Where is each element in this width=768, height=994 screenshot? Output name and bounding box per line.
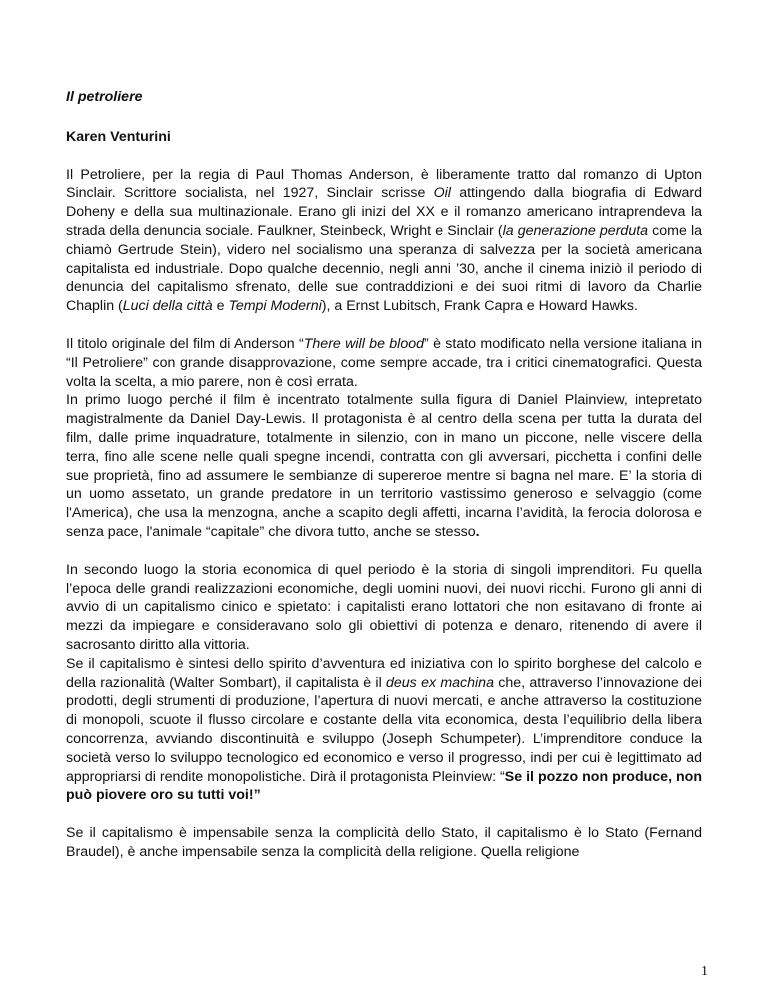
article-body xyxy=(66,88,702,862)
text-run: Se il capitalismo è sintesi dello spirito d’avventura ed iniziativa con lo spirito borghese del calcolo e della razionalità (Walter Sombart), il capitalista è il xyxy=(66,655,702,691)
bold-run: . xyxy=(475,523,480,540)
paragraph xyxy=(66,655,702,805)
paragraph xyxy=(66,824,702,862)
italic-run: Luci della città xyxy=(122,298,213,315)
paragraph xyxy=(66,166,702,316)
bold-run: Se il pozzo non produce, non può piovere oro su tutti voi!” xyxy=(66,768,702,804)
text-run: come la chiamò Gertrude Stein), videro nel socialismo una speranza di salvezza per la società americana capitalista ed industriale. Dopo qualche decennio, negli anni ’30, anche il cinema iniziò il periodo di denuncia del capitalismo sfrenato, delle sue contraddizioni e dei suoi ritmi di lavoro da Charlie Chaplin ( xyxy=(66,222,703,315)
text-run: Il titolo originale del film di Anderson “ xyxy=(66,335,304,352)
text-run: attingendo dalla biografia di Edward Doheny e della sua multinazionale. Erano gli inizi del XX e il romanzo americano intraprendeva la strada della denuncia sociale. Faulkner, Steinbeck, Wright e Sinclair ( xyxy=(66,185,702,239)
text-run: In secondo luogo la storia economica di quel periodo è la storia di singoli imprenditori. Fu quella l’epoca delle grandi realizzazioni economiche, degli uomini nuovi, dei nuovi ricchi. Furono gli anni di avvio di un capitalismo cinico e spietato: i capitalisti erano lottatori che non esitavano di fronte ai mezzi da impiegare e consideravano solo gli obiettivi di potenza e denaro, ritenendo di avere il sacrosanto diritto alla vittoria. xyxy=(66,561,702,653)
text-run: ” è stato modificato nella versione italiana in “Il Petroliere” con grande disapprovazione, come sempre accade, tra i critici cinematografici. Questa volta la scelta, a mio parere, non è così errata. xyxy=(66,335,702,390)
paragraph xyxy=(66,391,702,541)
italic-run: deus ex machina xyxy=(386,674,494,691)
text-run: Se il capitalismo è impensabile senza la complicità dello Stato, il capitalismo è lo Stato (Fernand Braudel), è anche impensabile senza la complicità della religione. Quella religione xyxy=(66,825,702,860)
paragraph xyxy=(66,335,702,391)
article-author: Karen Venturini xyxy=(66,128,171,145)
italic-run: There will be blood xyxy=(303,335,425,352)
page-number: 1 xyxy=(701,964,708,979)
italic-run: Oil xyxy=(433,185,451,202)
paragraph xyxy=(66,561,702,655)
article-title: Il petroliere xyxy=(66,89,143,105)
text-run: ), a Ernst Lubitsch, Frank Capra e Howard Hawks. xyxy=(321,298,638,315)
italic-run: la generazione perduta xyxy=(502,222,649,239)
italic-run: Tempi Moderni xyxy=(228,298,322,315)
text-run: Il Petroliere, per la regia di Paul Thomas Anderson, è liberamente tratto dal romanzo di Upton Sinclair. Scrittore socialista, nel 1927, Sinclair scrisse xyxy=(66,166,702,202)
text-run: In primo luogo perché il film è incentrato totalmente sulla figura di Daniel Plainview, intepretato magistralmente da Daniel Day-Lewis. Il protagonista è al centro della scena per tutta la durata del film, dalle prime inquadrature, totalmente in silenzio, con in mano un piccone, nelle viscere della terra, fino alle scene nelle quali spegne incendi, contratta con gli avversari, picchetta i confini delle sue proprietà, fino ad assumere le sembianze di supereroe mentre si bagna nel mare. E’ la storia di un uomo assetato, un grande predatore in un territorio vastissimo generoso e selvaggio (come l'America), che usa la menzogna, anche a scapito degli affetti, incarna l’avidità, la ferocia dolorosa e senza pace, l'animale “capitale” che divora tutto, anche se stesso xyxy=(66,392,702,540)
text-run: e xyxy=(212,298,229,315)
text-run: che, attraverso l’innovazione dei prodotti, degli strumenti di produzione, l’apertura di nuovi mercati, e anche attraverso la costituzione di monopoli, scuote il flusso circolare e costante della vita economica, desta l’equilibrio della libera concorrenza, avviando discontinuità e sviluppo (Joseph Schumpeter). L’imprenditore conduce la società verso lo sviluppo tecnologico ed economico e verso il progresso, indi per cui è legittimato ad appropriarsi di rendite monopolistiche. Dirà il protagonista Pleinview: “ xyxy=(66,674,702,785)
